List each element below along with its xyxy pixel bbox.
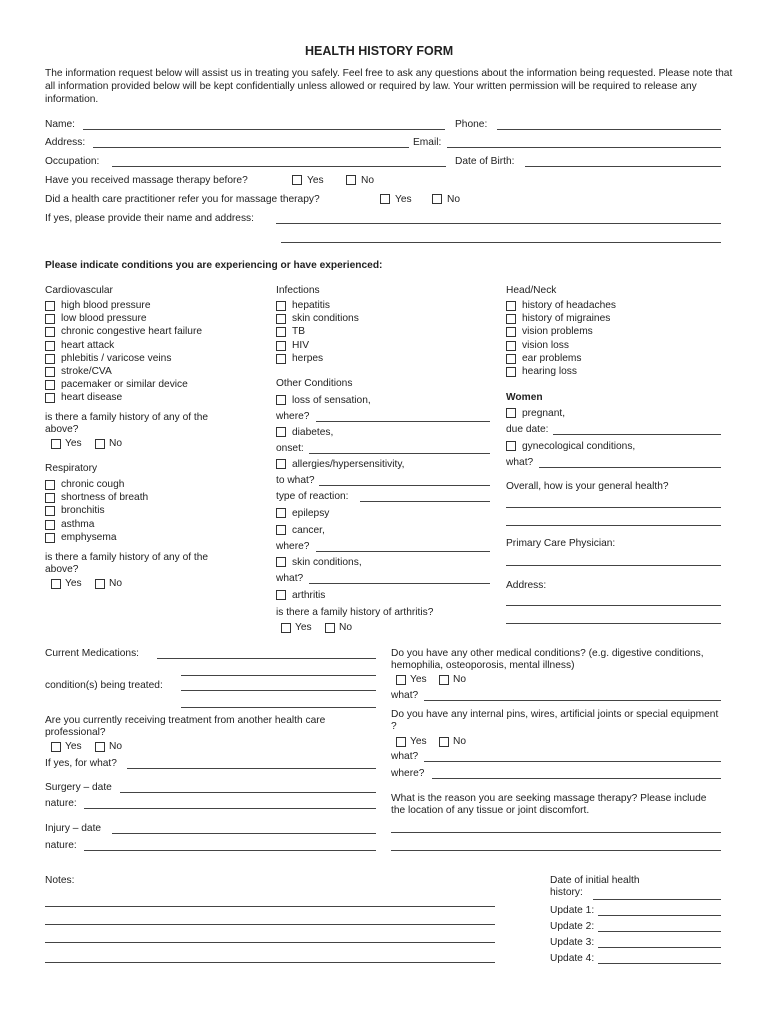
yes-label: Yes (295, 622, 312, 633)
reason-field-2[interactable] (391, 850, 721, 851)
update4-label: Update 4: (550, 953, 595, 964)
referral-question: Did a health care practitioner refer you for massage therapy? (45, 194, 320, 205)
resp-item-checkbox[interactable] (45, 520, 55, 530)
notes-label: Notes: (45, 875, 75, 886)
no-label: No (109, 438, 123, 449)
arthritis-checkbox[interactable] (276, 590, 286, 600)
physician-address-field-2[interactable] (506, 623, 721, 624)
massage-before-yes-checkbox[interactable] (292, 175, 302, 185)
resp-heading: Respiratory (45, 463, 98, 474)
arthritis-label: arthritis (292, 590, 326, 601)
notes-line-4[interactable] (45, 962, 495, 963)
head-item-label: vision problems (522, 326, 593, 338)
head-item-label: ear problems (522, 352, 582, 364)
epilepsy-checkbox[interactable] (276, 508, 286, 518)
update3-label: Update 3: (550, 937, 595, 948)
allergies-label: allergies/hypersensitivity, (292, 459, 405, 470)
what-label: what? (391, 690, 419, 701)
loss-sensation-checkbox[interactable] (276, 395, 286, 405)
infection-item-label: herpes (292, 352, 324, 364)
where-label: where? (276, 411, 310, 422)
pins-no-checkbox[interactable] (439, 737, 449, 747)
no-label: No (453, 674, 467, 685)
treatment-yes-checkbox[interactable] (51, 742, 61, 752)
update1-field[interactable] (598, 915, 721, 916)
intro-text: The information request below will assist us in treating you safely. Feel free to ask any questions about the information being requested. Please note that all information provided below will be kept confidentially unless allowed or required by law. Your written permission will be required to release any information. (45, 68, 733, 105)
occupation-field[interactable] (112, 166, 446, 167)
allergies-checkbox[interactable] (276, 459, 286, 469)
loss-where-field[interactable] (316, 421, 490, 422)
treatment-what-field[interactable] (127, 768, 376, 769)
arthritis-family-no-checkbox[interactable] (325, 623, 335, 633)
surgery-nature-label: nature: (45, 798, 77, 809)
pins-question: Do you have any internal pins, wires, artificial joints or special equipment ? (391, 709, 719, 732)
practitioner-field-2[interactable] (281, 242, 721, 243)
arthritis-family-question: is there a family history of arthritis? (276, 607, 434, 618)
yes-label: Yes (65, 741, 82, 752)
condition-treated-label: condition(s) being treated: (45, 680, 163, 691)
to-what-label: to what? (276, 475, 315, 486)
pins-what-field[interactable] (424, 761, 721, 762)
infection-item-label: skin conditions (292, 313, 359, 325)
meds-label: Current Medications: (45, 648, 139, 659)
cardio-item-checkbox[interactable] (45, 367, 55, 377)
conditions-heading: Please indicate conditions you are experiencing or have experienced: (45, 260, 383, 271)
gyn-label: gynecological conditions, (522, 441, 636, 452)
cardio-item-label: heart attack (61, 339, 115, 351)
yes-label: Yes (65, 438, 82, 449)
update4-field[interactable] (598, 963, 721, 964)
referral-yes-checkbox[interactable] (380, 194, 390, 204)
diabetes-label: diabetes, (292, 427, 334, 438)
pins-yes-checkbox[interactable] (396, 737, 406, 747)
no-label: No (339, 622, 353, 633)
resp-family-question: is there a family history of any of the above? (45, 552, 209, 575)
reaction-label: type of reaction: (276, 491, 349, 502)
surgery-date-field[interactable] (120, 792, 376, 793)
head-item-checkbox[interactable] (506, 367, 516, 377)
epilepsy-label: epilepsy (292, 508, 330, 519)
address-field[interactable] (93, 147, 409, 148)
notes-line-3[interactable] (45, 942, 495, 943)
condition-treated-field-2[interactable] (181, 707, 376, 708)
loss-sensation-label: loss of sensation, (292, 395, 371, 406)
cardio-item-checkbox[interactable] (45, 341, 55, 351)
cardio-item-label: chronic congestive heart failure (61, 326, 203, 338)
cardio-item-checkbox[interactable] (45, 301, 55, 311)
resp-item-label: shortness of breath (61, 492, 149, 504)
surgery-nature-field[interactable] (84, 808, 376, 809)
injury-nature-label: nature: (45, 840, 77, 851)
what-label: what? (276, 573, 304, 584)
head-item-checkbox[interactable] (506, 314, 516, 324)
referral-no-checkbox[interactable] (432, 194, 442, 204)
cancer-where-field[interactable] (316, 551, 490, 552)
diabetes-checkbox[interactable] (276, 427, 286, 437)
update1-label: Update 1: (550, 905, 595, 916)
infection-item-checkbox[interactable] (276, 354, 286, 364)
update3-field[interactable] (598, 947, 721, 948)
physician-address-field-1[interactable] (506, 605, 721, 606)
cardio-item-checkbox[interactable] (45, 327, 55, 337)
resp-item-label: asthma (61, 518, 95, 530)
page-title: HEALTH HISTORY FORM (305, 44, 454, 58)
name-label: Name: (45, 119, 76, 130)
resp-item-checkbox[interactable] (45, 533, 55, 543)
general-health-field-1[interactable] (506, 507, 721, 508)
cancer-checkbox[interactable] (276, 525, 286, 535)
yes-label: Yes (65, 578, 82, 589)
cardio-item-label: phlebitis / varicose veins (61, 352, 172, 364)
injury-nature-field[interactable] (84, 850, 376, 851)
practitioner-label: If yes, please provide their name and address: (45, 213, 254, 224)
head-item-label: history of migraines (522, 313, 611, 325)
pregnant-checkbox[interactable] (506, 408, 516, 418)
massage-before-no-checkbox[interactable] (346, 175, 356, 185)
where-label: where? (391, 768, 425, 779)
head-item-label: hearing loss (522, 366, 577, 377)
general-health-field-2[interactable] (506, 525, 721, 526)
reason-question: What is the reason you are seeking massage therapy? Please include the location of any tissue or joint discomfort. (391, 793, 707, 816)
infection-item-checkbox[interactable] (276, 341, 286, 351)
phone-field[interactable] (497, 129, 721, 130)
resp-item-label: emphysema (61, 531, 117, 543)
arthritis-family-yes-checkbox[interactable] (281, 623, 291, 633)
onset-field[interactable] (309, 453, 490, 454)
massage-before-question: Have you received massage therapy before? (45, 175, 248, 186)
resp-item-checkbox[interactable] (45, 506, 55, 516)
yes-label: Yes (307, 175, 324, 186)
cardio-item-label: pacemaker or similar device (61, 379, 188, 391)
email-field[interactable] (447, 147, 721, 148)
general-health-question: Overall, how is your general health? (506, 481, 669, 492)
if-yes-what-label: If yes, for what? (45, 758, 117, 769)
condition-treated-field[interactable] (181, 690, 376, 691)
resp-family-no-checkbox[interactable] (95, 579, 105, 589)
no-label: No (447, 194, 461, 205)
infection-item-label: TB (292, 326, 306, 338)
no-label: No (109, 741, 123, 752)
physician-address-label: Address: (506, 580, 547, 591)
onset-label: onset: (276, 443, 304, 454)
head-heading: Head/Neck (506, 285, 557, 296)
meds-field-2[interactable] (181, 675, 376, 676)
due-date-field[interactable] (553, 434, 721, 435)
infection-item-checkbox[interactable] (276, 301, 286, 311)
resp-family-yes-checkbox[interactable] (51, 579, 61, 589)
meds-field[interactable] (157, 658, 376, 659)
other-heading: Other Conditions (276, 378, 353, 389)
cardio-item-checkbox[interactable] (45, 393, 55, 403)
no-label: No (109, 578, 123, 589)
update2-field[interactable] (598, 931, 721, 932)
what-label: what? (391, 751, 419, 762)
pregnant-label: pregnant, (522, 408, 566, 419)
physician-field[interactable] (506, 565, 721, 566)
cancer-label: cancer, (292, 525, 325, 536)
gyn-checkbox[interactable] (506, 441, 516, 451)
cardio-item-label: stroke/CVA (61, 366, 112, 377)
no-label: No (453, 736, 467, 747)
skin-conditions-checkbox[interactable] (276, 557, 286, 567)
physician-label: Primary Care Physician: (506, 538, 616, 549)
phone-label: Phone: (455, 119, 488, 130)
other-medical-no-checkbox[interactable] (439, 675, 449, 685)
other-medical-question: Do you have any other medical conditions? (e.g. digestive conditions, hemophilia, osteoporosis, mental illness) (391, 648, 704, 671)
injury-date-field[interactable] (112, 833, 376, 834)
email-label: Email: (413, 137, 442, 148)
women-heading: Women (506, 392, 543, 403)
infection-item-checkbox[interactable] (276, 327, 286, 337)
occupation-label: Occupation: (45, 156, 100, 167)
resp-item-checkbox[interactable] (45, 493, 55, 503)
cardio-family-no-checkbox[interactable] (95, 439, 105, 449)
gyn-what-field[interactable] (539, 467, 721, 468)
surgery-label: Surgery – date (45, 782, 112, 793)
pins-where-field[interactable] (432, 778, 721, 779)
date-initial-label: Date of initial health history: (550, 875, 640, 898)
dob-field[interactable] (525, 166, 721, 167)
reason-field-1[interactable] (391, 832, 721, 833)
resp-item-label: bronchitis (61, 505, 105, 517)
practitioner-field[interactable] (276, 223, 721, 224)
dob-label: Date of Birth: (455, 156, 515, 167)
date-initial-field[interactable] (593, 899, 721, 900)
infection-item-checkbox[interactable] (276, 314, 286, 324)
where-label: where? (276, 541, 310, 552)
cardio-item-label: high blood pressure (61, 300, 151, 311)
skin-conditions-label: skin conditions, (292, 557, 362, 568)
infection-item-label: HIV (292, 339, 309, 351)
cardio-item-label: heart disease (61, 392, 123, 404)
head-item-checkbox[interactable] (506, 341, 516, 351)
head-item-label: vision loss (522, 339, 569, 351)
allergy-to-what-field[interactable] (319, 485, 490, 486)
cardio-item-checkbox[interactable] (45, 314, 55, 324)
other-medical-what-field[interactable] (424, 700, 721, 701)
treatment-question: Are you currently receiving treatment from another health care professional? (45, 715, 326, 738)
other-medical-yes-checkbox[interactable] (396, 675, 406, 685)
update2-label: Update 2: (550, 921, 595, 932)
head-item-label: history of headaches (522, 300, 617, 311)
treatment-no-checkbox[interactable] (95, 742, 105, 752)
yes-label: Yes (395, 194, 412, 205)
injury-label: Injury – date (45, 823, 102, 834)
infection-item-label: hepatitis (292, 300, 330, 311)
name-field[interactable] (83, 129, 445, 130)
cardio-heading: Cardiovascular (45, 285, 113, 296)
no-label: No (361, 175, 375, 186)
cardio-item-label: low blood pressure (61, 313, 147, 325)
address-label: Address: (45, 137, 86, 148)
head-item-checkbox[interactable] (506, 327, 516, 337)
due-date-label: due date: (506, 424, 549, 435)
infections-heading: Infections (276, 285, 320, 296)
notes-line-1[interactable] (45, 906, 495, 907)
resp-item-checkbox[interactable] (45, 480, 55, 490)
reaction-field[interactable] (360, 501, 490, 502)
cardio-family-question: is there a family history of any of the above? (45, 412, 209, 435)
what-label: what? (506, 457, 534, 468)
head-item-checkbox[interactable] (506, 354, 516, 364)
notes-line-2[interactable] (45, 924, 495, 925)
cardio-item-checkbox[interactable] (45, 354, 55, 364)
yes-label: Yes (410, 736, 427, 747)
yes-label: Yes (410, 674, 427, 685)
resp-item-label: chronic cough (61, 479, 125, 490)
head-item-checkbox[interactable] (506, 301, 516, 311)
cardio-family-yes-checkbox[interactable] (51, 439, 61, 449)
cardio-item-checkbox[interactable] (45, 380, 55, 390)
skin-what-field[interactable] (309, 583, 490, 584)
